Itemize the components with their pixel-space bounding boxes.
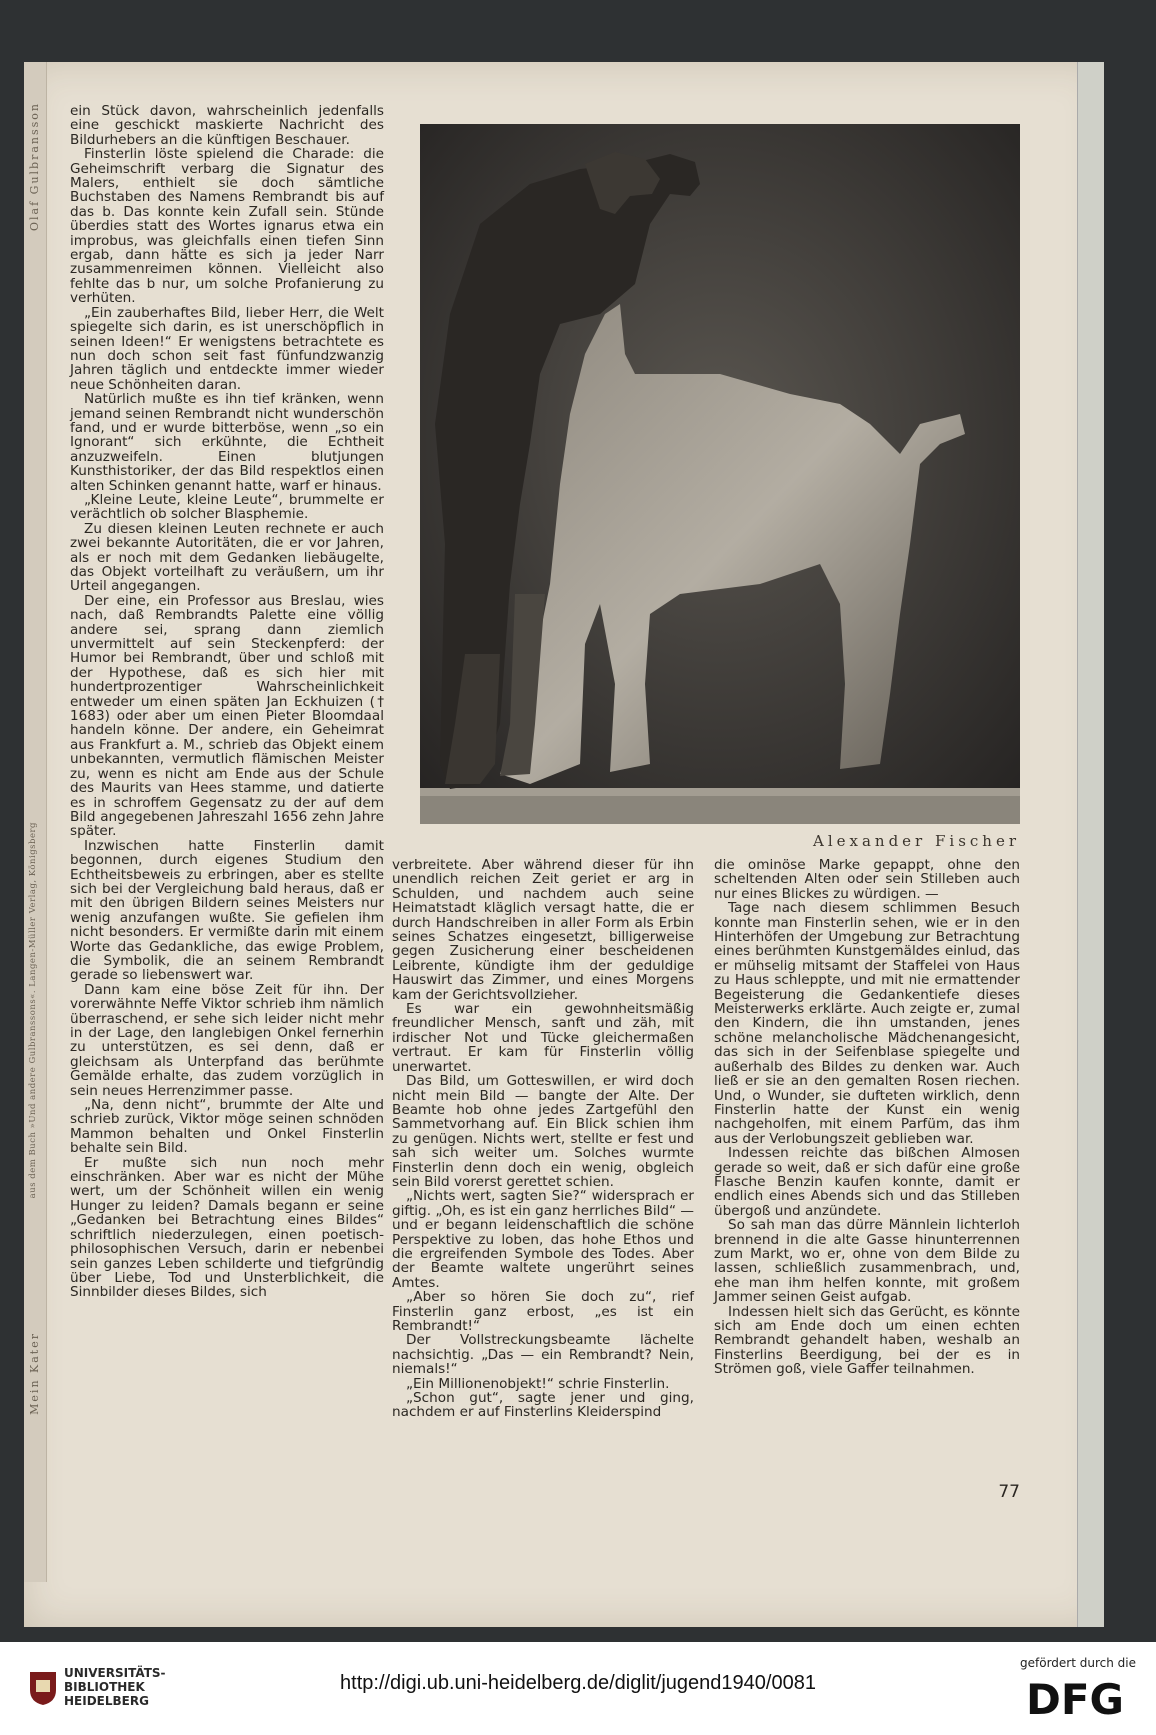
paragraph: „Schon gut“, sagte jener und ging, nachdem er auf Finsterlins Kleiderspind <box>392 1390 694 1421</box>
paragraph: Er mußte sich nun noch mehr einschränken. Aber war es nicht der Mühe wert, um der Schönheit willen ein wenig Hunger zu leiden? Damals begann er seine „Gedanken bei Betrachtung eines Bildes“ schriftlich niederzulegen, einen poetisch-philosophischen Versuch, darin er nebenbei sein ganzes Leben schilderte und tiefgründig über Liebe, Tod und Unsterblichkeit, die Sinnbilder dieses Bildes, sich <box>70 1154 384 1301</box>
library-name-line: BIBLIOTHEK <box>64 1680 145 1694</box>
spine-author: Olaf Gulbransson <box>28 102 41 231</box>
dfg-logo <box>1026 1676 1136 1720</box>
horse-sculpture-photo <box>420 124 1020 824</box>
paragraph: Tage nach diesem schlimmen Besuch konnte man Finsterlin sehen, wie er in den Hinterhöfen der Umgebung zur Betrachtung eines berühmten Kunstgemäldes einlud, das er mühselig mitsamt der Staffelei von Haus zu Haus schleppte, und mit nie ermattender Begeisterung die Gedankentiefe dieses Meisterwerks erklärte. Auch zeigte er, zumal den Kindern, die ihn umstanden, jenes schöne melancholische Mädchenangesicht, das sich in der Seifenblase spiegelte und außerhalb des Bildes zu denken war. Auch ließ er sie an den gemalten Rosen riechen. Und, o Wunder, sie dufteten wirklich, denn Finsterlin hatte der Kunst ein wenig nachgeholfen, mit einem Parfüm, das ihm aus der Verlobungszeit geblieben war. <box>714 900 1020 1147</box>
paragraph: Dann kam eine böse Zeit für ihn. Der vorerwähnte Neffe Viktor schrieb ihm nämlich überraschend, er sehe sich leider nicht mehr in der Lage, den langlebigen Onkel fernerhin zu unterstützen, es sei denn, daß er gleichsam als Unterpfand das berühmte Gemälde erhalte, das zudem vorzüglich in sein neues Herrenzimmer passe. <box>70 981 384 1099</box>
paragraph: „Nichts wert, sagten Sie?“ widersprach er giftig. „Oh, es ist ein ganz herrliches Bild“ — und er begann leidenschaftlich die schöne Perspektive zu loben, das hohe Ethos und die ergreifenden Symbole des Todes. Aber der Beamte waltete ungerührt seines Amtes. <box>392 1188 694 1291</box>
spine-credit: aus dem Buch »Und andere Gulbranssons«. Langen-Müller Verlag, Königsberg <box>28 822 38 1199</box>
paragraph: Das Bild, um Gotteswillen, er wird doch nicht mein Bild — bangte der Alte. Der Beamte hob ohne jedes Zartgefühl den Sammetvorhang auf. Ein Blick schien ihm zu genügen. Nichts wert, stellte er fest und sah sich weiter um. Solches wurmte Finsterlin denn doch ein wenig, obgleich sein Bild vorerst gerettet schien. <box>392 1073 694 1190</box>
library-name-line: UNIVERSITÄTS- <box>64 1666 166 1680</box>
paragraph: Der Vollstreckungsbeamte lächelte nachsichtig. „Das — ein Rembrandt? Nein, niemals!“ <box>392 1332 694 1378</box>
paragraph: Der eine, ein Professor aus Breslau, wies nach, daß Rembrandts Palette eine völlig andere sei, sprang dann ziemlich unvermittelt auf sein Steckenpferd: der Humor bei Rembrandt, über und schloß mit der Hypothese, daß es sich hier mit hundertprozentiger Wahrscheinlichkeit entweder um einen späten Jan Eckhuizen († 1683) oder aber um einen Pieter Bloomdaal handeln könne. Der andere, ein Geheimrat aus Frankfurt a. M., schrieb das Objekt einem unbekannten, vermutlich flämischen Meister zu, wenn es nicht am Ende aus der Schule des Maurits van Hees stamme, und datierte es in schroffem Gegensatz zu der auf dem Bild angegebenen Jahreszahl 1656 zehn Jahre später. <box>70 592 384 840</box>
paragraph: Finsterlin löste spielend die Charade: die Geheimschrift verbarg die Signatur des Malers, enthielt sie doch sämtliche Buchstaben des Namens Rembrandt bis auf das b. Das konnte kein Zufall sein. Stünde überdies statt des Wortes ignarus etwa ein improbus, was gleichfalls einen tiefen Sinn ergab, dann hätte es sich ja jeder Narr zusammenreimen können. Vielleicht also fehlte das b nur, um solche Profanierung zu verhüten. <box>70 146 384 307</box>
photo-caption: Alexander Fischer <box>813 832 1020 850</box>
text-column-left <box>70 104 384 1300</box>
paragraph: die ominöse Marke gepappt, ohne den scheltenden Alten oder sein Stilleben auch nur eines Blickes zu würdigen. — <box>714 857 1020 902</box>
paragraph: Natürlich mußte es ihn tief kränken, wenn jemand seinen Rembrandt nicht wunderschön fand, und er wurde bitterböse, wenn „so ein Ignorant“ sich erkühnte, die Echtheit anzuzweifeln. Einen blutjungen Kunsthistoriker, der das Bild respektlos einen alten Schinken genannt hatte, warf er hinaus. <box>70 391 384 494</box>
paragraph: Indessen hielt sich das Gerücht, es könnte sich am Ende doch um einen echten Rembrandt gehandelt haben, weshalb an Finsterlins Beerdigung, bei der es in Strömen goß, viele Gaffer teilnahmen. <box>714 1303 1020 1378</box>
spine-title: Mein Kater <box>28 1332 41 1415</box>
binding-edge <box>1077 62 1104 1627</box>
funding-note: gefördert durch die <box>1020 1656 1136 1670</box>
paragraph: Zu diesen kleinen Leuten rechnete er auch zwei bekannte Autoritäten, die er vor Jahren, als er noch mit dem Gedanken liebäugelte, das Objekt vorteilhaft zu veräußern, um ihr Urteil angegangen. <box>70 520 384 595</box>
spine-strip <box>24 62 47 1582</box>
paragraph: „Aber so hören Sie doch zu“, rief Finsterlin ganz erbost, „es ist ein Rembrandt!“ <box>392 1289 694 1334</box>
paragraph: verbreitete. Aber während dieser für ihn unendlich reichen Zeit geriet er arg in Schulden, und nachdem auch seine Heimatstadt kläglich versagt hatte, die er durch Handschreiben in aller Form als Erbin seines Schatzes eingesetzt, billigerweise gegen Zusicherung einer bescheidenen Leibrente, kündigte ihm der geduldige Hauswirt das Zimmer, und eines Morgens kam der Gerichtsvollzieher. <box>392 857 694 1003</box>
text-column-middle <box>392 858 694 1420</box>
library-name-line: HEIDELBERG <box>64 1694 149 1708</box>
paragraph: Es war ein gewohnheitsmäßig freundlicher Mensch, sanft und zäh, mit irdischer Not und Tücke gleichermaßen vertraut. Er kam für Finsterlin völlig unerwartet. <box>392 1001 694 1075</box>
source-url-link[interactable]: http://digi.ub.uni-heidelberg.de/diglit/jugend1940/0081 <box>340 1672 816 1694</box>
page-number: 77 <box>998 1482 1020 1502</box>
paragraph: So sah man das dürre Männlein lichterloh brennend in die alte Gasse hinunterrennen zum Markt, wo er, ohne von dem Bilde zu lassen, schließlich zusammenbrach, und, ehe man ihm helfen konnte, mit großem Jammer seinen Geist aufgab. <box>714 1217 1020 1306</box>
digitization-footer <box>0 1642 1156 1735</box>
paragraph: ein Stück davon, wahrscheinlich jedenfalls eine geschickt maskierte Nachricht des Bildurhebers an die künftigen Beschauer. <box>70 103 384 148</box>
paragraph: „Ein Millionenobjekt!“ schrie Finsterlin. <box>406 1375 670 1392</box>
paragraph: „Ein zauberhaftes Bild, lieber Herr, die Welt spiegelte sich darin, es ist unerschöpflich in seinen Ideen!“ Er wenigstens betrachtete es nun doch schon seit fast fünfundzwanzig Jahren täglich und entdeckte immer wieder neue Schönheiten daran. <box>70 304 384 393</box>
text-column-right <box>714 858 1020 1377</box>
paragraph: Indessen reichte das bißchen Almosen gerade so weit, daß er sich dafür eine große Flasche Benzin kaufen konnte, damit er endlich eines Abends sich und das Stilleben übergoß und anzündete. <box>714 1145 1020 1219</box>
paragraph: „Kleine Leute, kleine Leute“, brummelte er verächtlich ob solcher Blasphemie. <box>70 491 384 523</box>
paragraph: Inzwischen hatte Finsterlin damit begonnen, durch eigenes Studium den Echtheitsbeweis zu erbringen, aber es stellte sich bei der Vergleichung bald heraus, daß er mit den übrigen Bildern seines Meisters nur wenig anzufangen wußte. Sie gefielen ihm nicht besonders. Er vermißte darin mit einem Worte das Gedankliche, das ewige Problem, die Symbolik, die an seinem Rembrandt gerade so liebenswert war. <box>70 837 384 984</box>
dfg-logo-text: DFG <box>1026 1676 1125 1720</box>
paragraph: „Na, denn nicht“, brummte der Alte und schrieb zurück, Viktor möge seinen schnöden Mammon behalten und Onkel Finsterlin behalte sein Bild. <box>70 1097 384 1157</box>
